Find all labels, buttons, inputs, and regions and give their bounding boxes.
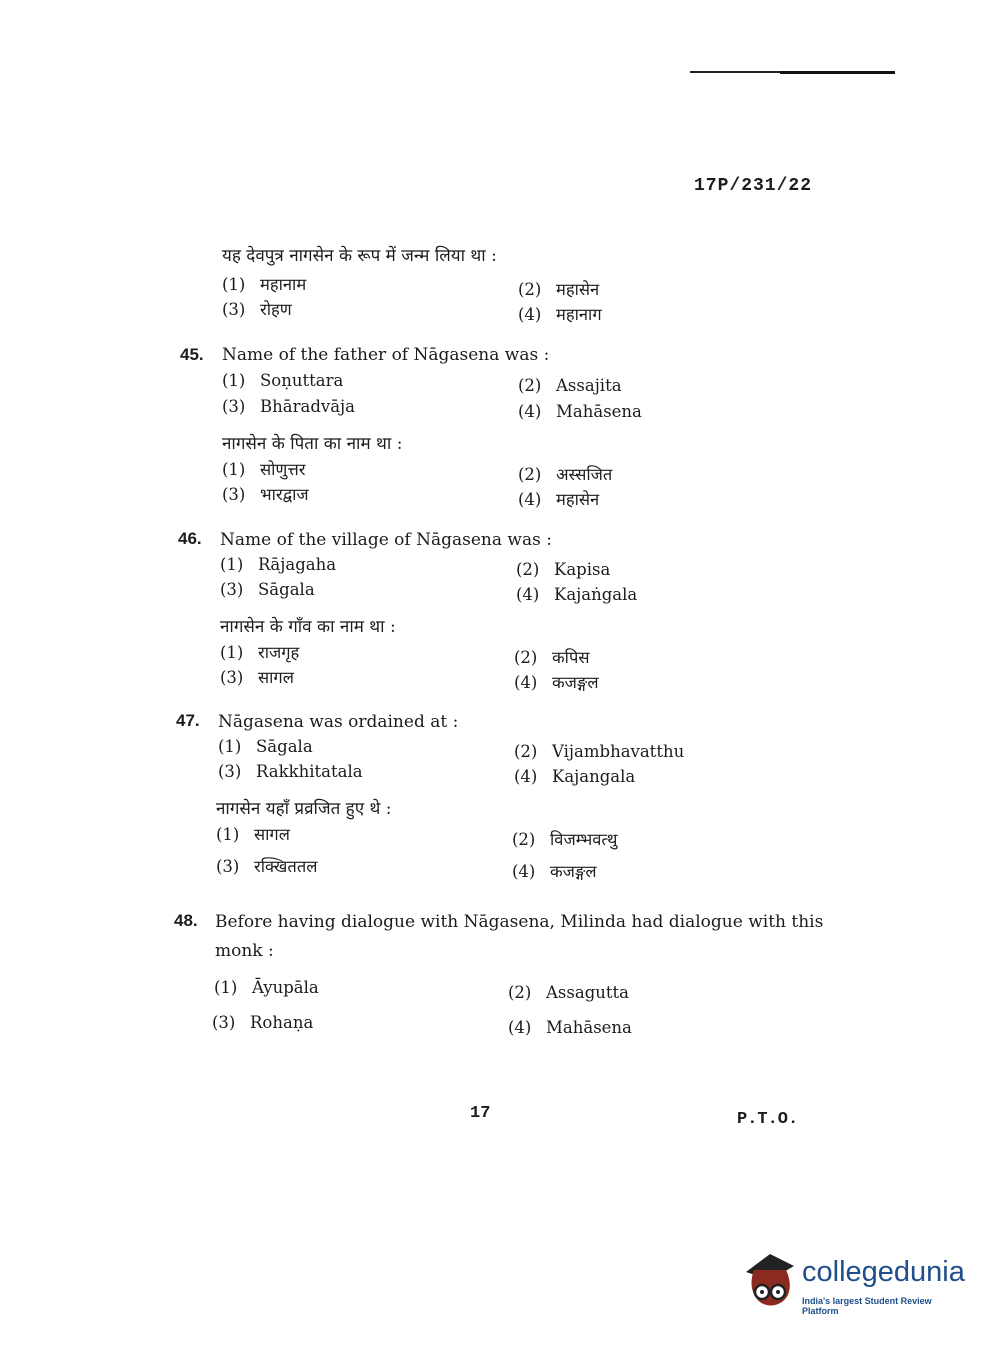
brand-name: collegedunia [802, 1256, 965, 1288]
q45-option-3: (3) Bhāradvāja [222, 397, 355, 416]
q48-option-4: (4) Mahāsena [508, 1018, 632, 1037]
header-rule-thick [780, 71, 895, 74]
q46-hindi-option-3: (3) सागल [220, 668, 294, 687]
q47-hindi-option-1: (1) सागल [216, 825, 290, 844]
q47-stem: Nāgasena was ordained at : [218, 712, 459, 732]
q47-hindi-option-2: (2) विजम्भवत्थु [512, 830, 618, 849]
q45-option-1: (1) Soṇuttara [222, 371, 344, 390]
q46-option-4: (4) Kajaṅgala [516, 585, 638, 604]
q44-option-4: (4) महानाग [518, 305, 602, 324]
q47-option-1: (1) Sāgala [218, 737, 313, 756]
q48-stem-line1: Before having dialogue with Nāgasena, Milinda had dialogue with this [215, 912, 824, 932]
q48-option-3: (3) Rohaṇa [212, 1013, 314, 1032]
q45-option-4: (4) Mahāsena [518, 402, 642, 421]
q46-hindi-option-4: (4) कजङ्गल [514, 673, 599, 692]
mascot-icon [740, 1250, 800, 1312]
q44-hindi-stem: यह देवपुत्र नागसेन के रूप में जन्म लिया था : [222, 246, 497, 266]
q48-stem-line2: monk : [215, 941, 274, 961]
q46-option-2: (2) Kapisa [516, 560, 611, 579]
q46-hindi-stem: नागसेन के गाँव का नाम था : [220, 617, 396, 637]
q45-option-2: (2) Assajita [518, 376, 622, 395]
q44-option-2: (2) महासेन [518, 280, 600, 299]
q45-hindi-option-2: (2) अस्सजित [518, 465, 613, 484]
q48-option-1: (1) Āyupāla [214, 978, 319, 997]
q46-option-3: (3) Sāgala [220, 580, 315, 599]
q45-hindi-option-3: (3) भारद्वाज [222, 485, 309, 504]
q48-number: 48. [174, 911, 198, 930]
q45-stem: Name of the father of Nāgasena was : [222, 345, 550, 365]
q48-option-2: (2) Assagutta [508, 983, 629, 1002]
page-number: 17 [470, 1104, 491, 1123]
q47-option-2: (2) Vijambhavatthu [514, 742, 685, 761]
paper-code: 17P/231/22 [694, 176, 813, 196]
q45-hindi-option-1: (1) सोणुत्तर [222, 460, 306, 479]
q46-hindi-option-1: (1) राजगृह [220, 643, 300, 662]
q46-option-1: (1) Rājagaha [220, 555, 337, 574]
q46-hindi-option-2: (2) कपिस [514, 648, 590, 667]
pto-label: P.T.O. [737, 1110, 799, 1129]
q46-number: 46. [178, 529, 202, 548]
q47-hindi-option-3: (3) रक्खिततल [216, 857, 318, 876]
q47-option-3: (3) Rakkhitatala [218, 762, 363, 781]
q47-hindi-option-4: (4) कजङ्गल [512, 862, 597, 881]
q45-number: 45. [180, 345, 204, 364]
q46-stem: Name of the village of Nāgasena was : [220, 530, 552, 550]
q45-hindi-stem: नागसेन के पिता का नाम था : [222, 434, 403, 454]
collegedunia-logo [740, 1250, 970, 1320]
q47-hindi-stem: नागसेन यहाँ प्रव्रजित हुए थे : [216, 799, 392, 819]
q45-hindi-option-4: (4) महासेन [518, 490, 600, 509]
q44-option-1: (1) महानाम [222, 275, 307, 294]
q47-option-4: (4) Kajangala [514, 767, 636, 786]
q47-number: 47. [176, 711, 200, 730]
brand-tagline: India's largest Student Review Platform [802, 1296, 932, 1316]
q44-option-3: (3) रोहण [222, 300, 292, 319]
